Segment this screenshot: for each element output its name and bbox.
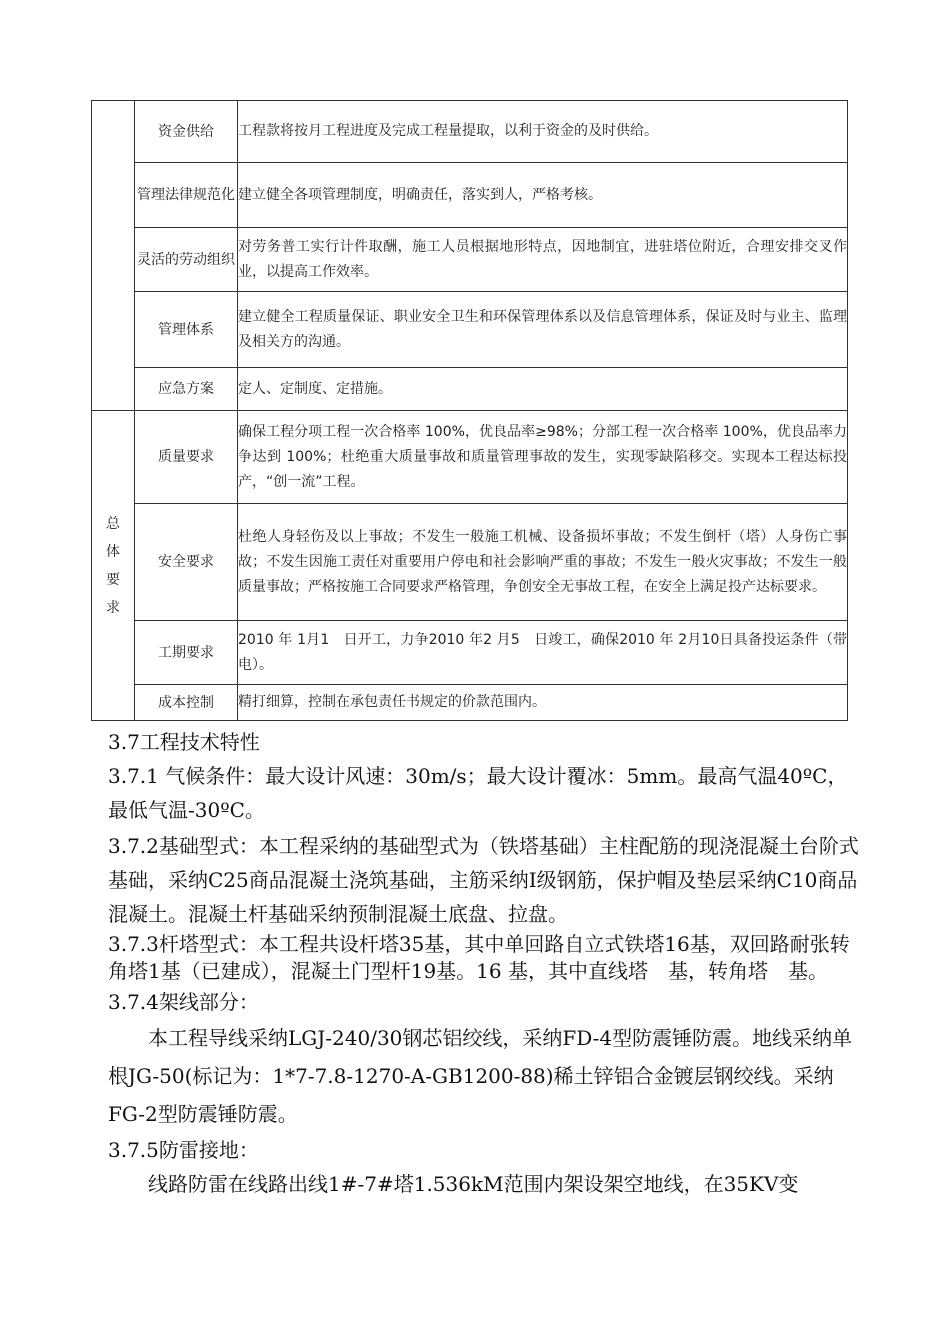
- row-text: 定人、定制度、定措施。: [238, 368, 848, 411]
- table-row: [92, 621, 848, 685]
- row-text: 建立健全各项管理制度，明确责任，落实到人，严格考核。: [238, 163, 848, 228]
- row-text: 2010 年 1月1 日开工，力争2010 年2 月5 日竣工，确保2010 年 2月10日具备投运条件（带电）。: [238, 621, 848, 685]
- paragraph-3-7-5-body: 线路防雷在线路出线1#-7#塔1.536kM范围内架设架空地线，在35KV变: [148, 1172, 799, 1196]
- row-label: 工期要求: [135, 621, 238, 685]
- paragraph-3-7-3: 3.7.3杆塔型式：本工程共设杆塔35基，其中单回路自立式铁塔16基，双回路耐张转角塔1基（已建成），混凝土门型杆19基。16 基，其中直线塔 基，转角塔 基。: [108, 932, 850, 983]
- paragraph-3-7-4-heading: 3.7.4架线部分：: [108, 990, 259, 1014]
- row-label: 管理法律规范化: [135, 163, 238, 228]
- table-row: [92, 685, 848, 721]
- row-label: 应急方案: [135, 368, 238, 411]
- table-side-cell-empty: [92, 101, 135, 411]
- row-text: 工程款将按月工程进度及完成工程量提取，以利于资金的及时供给。: [238, 101, 848, 163]
- row-label: 资金供给: [135, 101, 238, 163]
- section-3-7: [108, 725, 864, 1201]
- row-label: 灵活的劳动组织: [135, 228, 238, 292]
- row-label: 管理体系: [135, 292, 238, 368]
- row-label: 安全要求: [135, 504, 238, 621]
- row-text: 确保工程分项工程一次合格率 100%，优良品率≥98%；分部工程一次合格率 100%，优良品率力争达到 100%；杜绝重大质量事故和质量管理事故的发生，实现零缺陷移交。实现本工程达标投产，“创一流”工程。: [238, 411, 848, 504]
- table-row: [92, 292, 848, 368]
- table-row: [92, 411, 848, 504]
- requirements-table: [91, 100, 848, 721]
- table-row: [92, 163, 848, 228]
- paragraph-3-7-2: 3.7.2基础型式：本工程采纳的基础型式为（铁塔基础）主柱配筋的现浇混凝土台阶式基础，采纳C25商品混凝土浇筑基础，主筋采纳Ⅰ级钢筋，保护帽及垫层采纳C10商品混凝土。混凝土杆基础采纳预制混凝土底盘、拉盘。: [108, 834, 859, 926]
- group-label: 总体要求: [106, 515, 120, 616]
- row-label: 质量要求: [135, 411, 238, 504]
- row-text: 对劳务普工实行计件取酬，施工人员根据地形特点，因地制宜，进驻塔位附近，合理安排交叉作业，以提高工作效率。: [238, 228, 848, 292]
- row-label: 成本控制: [135, 685, 238, 721]
- paragraph-3-7-4-body: 本工程导线采纳LGJ-240/30钢芯铝绞线，采纳FD-4型防震锤防震。地线采纳单根JG-50(标记为：1*7-7.8-1270-A-GB1200-88)稀土锌铝合金镀层钢绞线。采纳FG-2型防震锤防震。: [108, 1026, 853, 1126]
- table-row: [92, 228, 848, 292]
- row-text: 杜绝人身轻伤及以上事故；不发生一般施工机械、设备损坏事故；不发生倒杆（塔）人身伤亡事故；不发生因施工责任对重要用户停电和社会影响严重的事故；不发生一般火灾事故；不发生一般质量事故；严格按施工合同要求严格管理，争创安全无事故工程，在安全上满足投产达标要求。: [238, 504, 848, 621]
- table-row: [92, 101, 848, 163]
- paragraph-3-7-1: 3.7.1 气候条件：最大设计风速：30m/s；最大设计覆冰：5mm。最高气温40ºC，最低气温-30ºC。: [108, 764, 848, 822]
- row-text: 建立健全工程质量保证、职业安全卫生和环保管理体系以及信息管理体系，保证及时与业主、监理及相关方的沟通。: [238, 292, 848, 368]
- table-row: [92, 504, 848, 621]
- section-heading: 3.7工程技术特性: [108, 730, 260, 754]
- group-label-cell: [92, 411, 135, 721]
- table-row: [92, 368, 848, 411]
- paragraph-3-7-5-heading: 3.7.5防雷接地：: [108, 1138, 259, 1162]
- row-text: 精打细算，控制在承包责任书规定的价款范围内。: [238, 685, 848, 721]
